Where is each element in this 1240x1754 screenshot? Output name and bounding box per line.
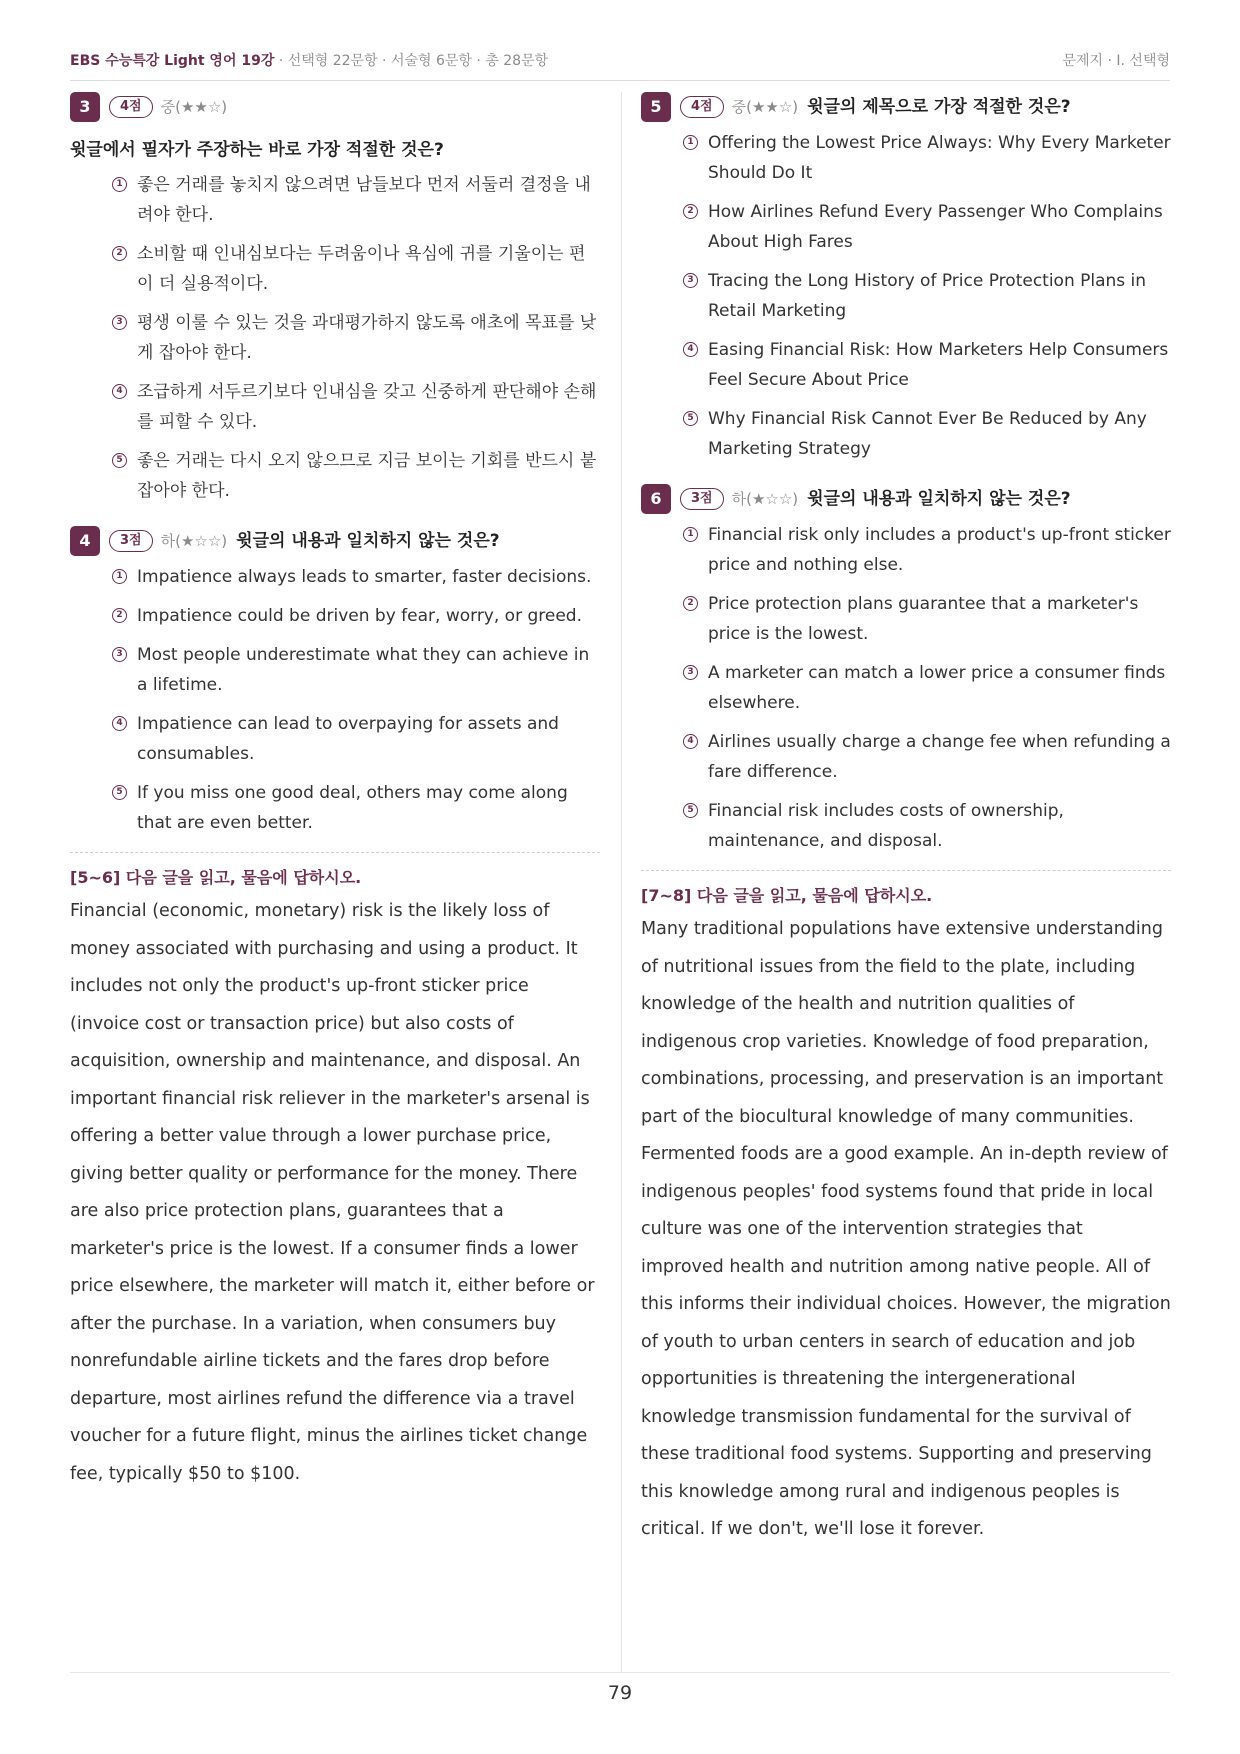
question-6 [641, 484, 1171, 856]
left-column [70, 92, 600, 1493]
option-text: If you miss one good deal, others may come along that are even better. [137, 783, 568, 833]
question-stem: 윗글에서 필자가 주장하는 바로 가장 적절한 것은? [70, 140, 444, 160]
passage-label: [7~8] 다음 글을 읽고, 물음에 답하시오. [641, 886, 933, 905]
option-1[interactable] [683, 128, 1171, 188]
question-4-header [70, 526, 600, 556]
question-stem: 윗글의 내용과 일치하지 않는 것은? [236, 531, 500, 551]
points-badge: 3점 [680, 488, 724, 510]
option-text: A marketer can match a lower price a consumer finds elsewhere. [708, 663, 1166, 713]
reading-passage: Financial (economic, monetary) risk is the likely loss of money associated with purchasing and using a product. It includes not only the product's up-front sticker price (invoice cost or transaction price) but also costs of acquisition, ownership and maintenance, and disposal. An important financial risk reliever in the marketer's arsenal is offering a better value through a lower purchase price, giving better quality or performance for the money. There are also price protection plans, guarantees that a marketer's price is the lowest. If a consumer finds a lower price elsewhere, the marketer will match it, either before or after the purchase. In a variation, when consumers buy nonrefundable airline tickets and the fares drop before departure, most airlines refund the difference via a travel voucher for a future flight, minus the airlines ticket change fee, typically $50 to $100. [70, 901, 595, 1484]
option-marker: 3 [683, 665, 698, 680]
option-1[interactable] [112, 170, 600, 230]
question-5 [641, 92, 1171, 464]
section-separator [641, 870, 1171, 871]
question-6-header [641, 484, 1171, 514]
option-text: 평생 이룰 수 있는 것을 과대평가하지 않도록 애초에 목표를 낮게 잡아야 한다. [137, 313, 597, 363]
option-text: Offering the Lowest Price Always: Why Every Marketer Should Do It [708, 133, 1171, 183]
option-marker: 2 [112, 246, 127, 261]
option-3[interactable] [112, 640, 600, 700]
option-text: Price protection plans guarantee that a marketer's price is the lowest. [708, 594, 1139, 644]
points-badge: 3점 [109, 530, 153, 552]
column-divider [621, 92, 622, 1672]
options-list [70, 562, 600, 838]
question-stem: 윗글의 제목으로 가장 적절한 것은? [807, 97, 1071, 117]
reading-passage: Many traditional populations have extensive understanding of nutritional issues from the field to the plate, including knowledge of the health and nutrition qualities of indigenous crop varieties. Knowledge of food preparation, combinations, processing, and preservation is an important part of the biocultural knowledge of many communities. Fermented foods are a good example. An in-depth review of indigenous peoples' food systems found that pride in local culture was one of the intervention strategies that improved health and nutrition among native people. All of this informs their individual choices. However, the migration of youth to urban centers in search of education and job opportunities is threatening the intergenerational knowledge transmission fundamental for the survival of these traditional food systems. Supporting and preserving this knowledge among rural and indigenous peoples is critical. If we don't, we'll lose it forever. [641, 919, 1171, 1539]
difficulty-label: 중(★★☆) [160, 98, 228, 116]
option-text: Impatience could be driven by fear, worry, or greed. [137, 606, 582, 626]
option-marker: 2 [683, 204, 698, 219]
question-3-header [70, 92, 600, 122]
option-marker: 3 [112, 315, 127, 330]
difficulty-label: 하(★☆☆) [731, 490, 799, 508]
option-marker: 4 [112, 384, 127, 399]
points-badge: 4점 [680, 96, 724, 118]
option-text: Tracing the Long History of Price Protection Plans in Retail Marketing [708, 271, 1147, 321]
options-list [70, 170, 600, 506]
option-1[interactable] [112, 562, 600, 592]
option-2[interactable] [112, 239, 600, 299]
option-text: Financial risk includes costs of ownership, maintenance, and disposal. [708, 801, 1064, 851]
header-title [70, 50, 548, 70]
option-marker: 4 [112, 716, 127, 731]
option-text: Airlines usually charge a change fee when refunding a fare difference. [708, 732, 1171, 782]
option-text: Most people underestimate what they can achieve in a lifetime. [137, 645, 590, 695]
option-text: 소비할 때 인내심보다는 두려움이나 욕심에 귀를 기울이는 편이 더 실용적이다. [137, 244, 586, 294]
option-text: 좋은 거래는 다시 오지 않으므로 지금 보이는 기회를 반드시 붙잡아야 한다. [137, 451, 597, 501]
option-4[interactable] [683, 335, 1171, 395]
question-stem: 윗글의 내용과 일치하지 않는 것은? [807, 489, 1071, 509]
option-text: 조급하게 서두르기보다 인내심을 갖고 신중하게 판단해야 손해를 피할 수 있다. [137, 382, 597, 432]
question-number: 4 [70, 526, 100, 556]
option-text: Easing Financial Risk: How Marketers Help Consumers Feel Secure About Price [708, 340, 1169, 390]
option-2[interactable] [683, 589, 1171, 649]
option-marker: 4 [683, 734, 698, 749]
option-text: Impatience can lead to overpaying for assets and consumables. [137, 714, 559, 764]
option-1[interactable] [683, 520, 1171, 580]
question-3 [70, 92, 600, 506]
option-2[interactable] [683, 197, 1171, 257]
option-text: Impatience always leads to smarter, faster decisions. [137, 567, 592, 587]
page-header [70, 50, 1170, 81]
option-5[interactable] [683, 404, 1171, 464]
question-number: 5 [641, 92, 671, 122]
option-marker: 1 [683, 527, 698, 542]
question-number: 6 [641, 484, 671, 514]
footer-divider [70, 1672, 1170, 1673]
page-number: 79 [607, 1682, 633, 1704]
option-4[interactable] [112, 709, 600, 769]
section-separator [70, 852, 600, 853]
option-4[interactable] [683, 727, 1171, 787]
option-marker: 5 [683, 411, 698, 426]
option-3[interactable] [112, 308, 600, 368]
option-marker: 3 [112, 647, 127, 662]
option-text: Why Financial Risk Cannot Ever Be Reduced by Any Marketing Strategy [708, 409, 1147, 459]
options-list [641, 128, 1171, 464]
option-text: Financial risk only includes a product's up-front sticker price and nothing else. [708, 525, 1171, 575]
option-marker: 3 [683, 273, 698, 288]
option-marker: 1 [112, 177, 127, 192]
option-5[interactable] [112, 446, 600, 506]
question-4 [70, 526, 600, 838]
points-badge: 4점 [109, 96, 153, 118]
option-marker: 1 [683, 135, 698, 150]
option-3[interactable] [683, 658, 1171, 718]
option-4[interactable] [112, 377, 600, 437]
passage-label: [5~6] 다음 글을 읽고, 물음에 답하시오. [70, 868, 362, 887]
option-3[interactable] [683, 266, 1171, 326]
option-marker: 1 [112, 569, 127, 584]
option-5[interactable] [112, 778, 600, 838]
header-brand: EBS 수능특강 Light 영어 19강 [70, 53, 275, 69]
difficulty-label: 하(★☆☆) [160, 532, 228, 550]
option-text: 좋은 거래를 놓치지 않으려면 남들보다 먼저 서둘러 결정을 내려야 한다. [137, 175, 591, 225]
option-2[interactable] [112, 601, 600, 631]
option-text: How Airlines Refund Every Passenger Who Complains About High Fares [708, 202, 1163, 252]
option-marker: 5 [112, 453, 127, 468]
right-column [641, 92, 1171, 1549]
header-info: · 선택형 22문항 · 서술형 6문항 · 총 28문항 [274, 53, 549, 69]
options-list [641, 520, 1171, 856]
option-marker: 5 [683, 803, 698, 818]
option-marker: 5 [112, 785, 127, 800]
option-marker: 4 [683, 342, 698, 357]
option-marker: 2 [112, 608, 127, 623]
header-section: 문제지 · I. 선택형 [1062, 53, 1170, 69]
option-5[interactable] [683, 796, 1171, 856]
difficulty-label: 중(★★☆) [731, 98, 799, 116]
question-5-header [641, 92, 1171, 122]
question-number: 3 [70, 92, 100, 122]
option-marker: 2 [683, 596, 698, 611]
